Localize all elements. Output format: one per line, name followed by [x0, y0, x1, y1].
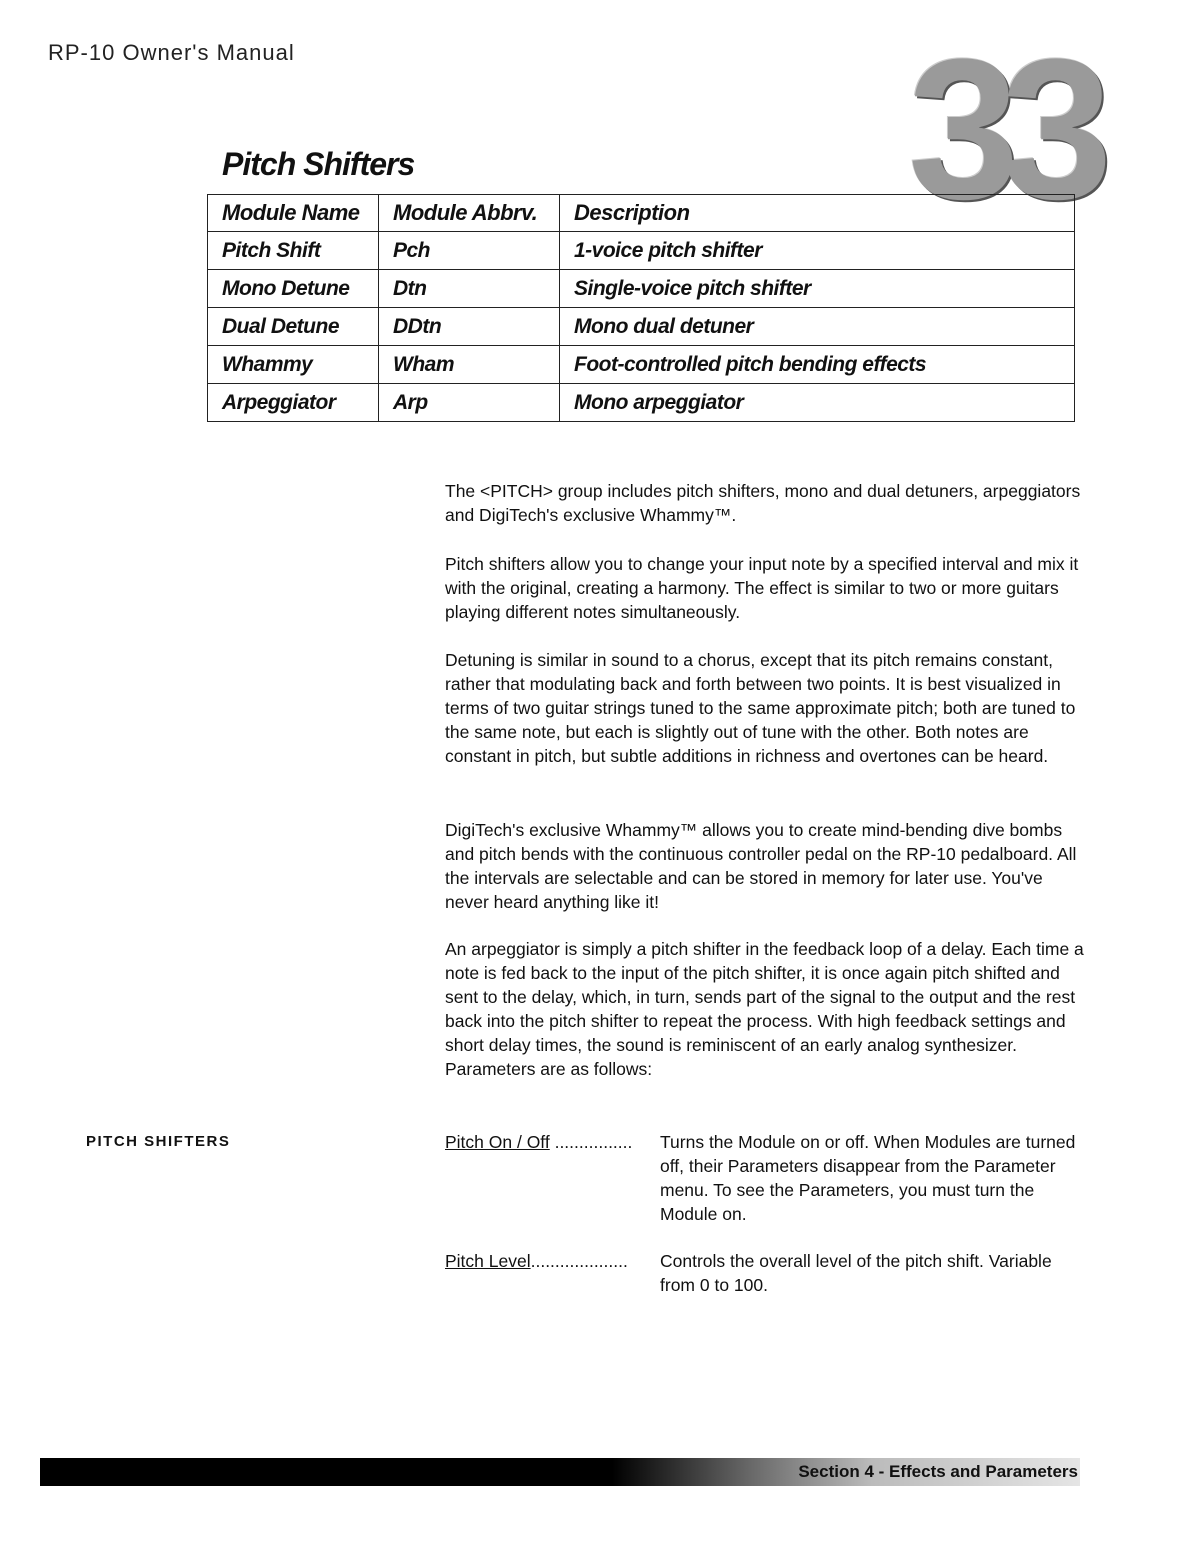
table-header-cell: Module Name: [208, 195, 379, 232]
table-row: [208, 346, 1075, 384]
table-row: [208, 384, 1075, 422]
table-cell: Dual Detune: [208, 308, 379, 346]
parameter-description: Controls the overall level of the pitch shift. Variable from 0 to 100.: [660, 1251, 1052, 1295]
table-header-cell: Description: [560, 195, 1075, 232]
table-cell: Dtn: [379, 270, 560, 308]
table-cell: Arp: [379, 384, 560, 422]
body-paragraph: Detuning is similar in sound to a chorus, except that its pitch remains constant, rather that modulating back and forth between two points. It is best visualized in terms of two guitar strings tuned to the same approximate pitch; both are tuned to the same note, but each is slightly out of tune with the other. Both notes are constant in pitch, but subtle additions in richness and overtones can be heard.: [445, 650, 1076, 766]
table-cell: Pitch Shift: [208, 232, 379, 270]
table-cell: Mono arpeggiator: [560, 384, 1075, 422]
parameter-lead: [445, 1130, 660, 1154]
table-row: [208, 232, 1075, 270]
parameter-name: Pitch On / Off: [445, 1132, 550, 1152]
body-paragraph: Pitch shifters allow you to change your input note by a specified interval and mix it with the original, creating a harmony. The effect is similar to two or more guitars playing different notes simultaneously.: [445, 554, 1079, 622]
table-cell: Whammy: [208, 346, 379, 384]
table-cell: Mono Detune: [208, 270, 379, 308]
parameter-lead: [445, 1249, 660, 1273]
table-header-cell: Module Abbrv.: [379, 195, 560, 232]
side-label: PITCH SHIFTERS: [86, 1133, 231, 1150]
parameter-description: Turns the Module on or off. When Modules are turned off, their Parameters disappear from the Parameter menu. To see the Parameters, you must turn the Module on.: [660, 1132, 1076, 1224]
table-cell: Foot-controlled pitch bending effects: [560, 346, 1075, 384]
footer-section-label: Section 4 - Effects and Parameters: [798, 1462, 1078, 1481]
table-cell: Arpeggiator: [208, 384, 379, 422]
module-table: [207, 194, 1075, 422]
leader-dots: ....................: [530, 1251, 628, 1271]
leader-dots: ................: [549, 1132, 633, 1152]
parameter-entry: [445, 1249, 1085, 1297]
table-cell: Wham: [379, 346, 560, 384]
table-cell: 1-voice pitch shifter: [560, 232, 1075, 270]
table-cell: Mono dual detuner: [560, 308, 1075, 346]
parameter-name: Pitch Level: [445, 1251, 531, 1271]
body-paragraph: DigiTech's exclusive Whammy™ allows you to create mind-bending dive bombs and pitch bends with the continuous controller pedal on the RP-10 pedalboard. All the intervals are selectable and can be stored in memory for later use. You've never heard anything like it!: [445, 820, 1077, 912]
parameter-entry: [445, 1130, 1085, 1226]
table-row: [208, 270, 1075, 308]
manual-header-title: RP-10 Owner's Manual: [48, 40, 295, 65]
table-cell: Single-voice pitch shifter: [560, 270, 1075, 308]
section-title: Pitch Shifters: [222, 146, 415, 182]
table-header-row: [208, 195, 1075, 232]
body-paragraph: The <PITCH> group includes pitch shifters, mono and dual detuners, arpeggiators and DigiTech's exclusive Whammy™.: [445, 481, 1081, 525]
page-number: 33: [908, 18, 1095, 241]
table-row: [208, 308, 1075, 346]
table-cell: DDtn: [379, 308, 560, 346]
table-cell: Pch: [379, 232, 560, 270]
body-paragraph: An arpeggiator is simply a pitch shifter in the feedback loop of a delay. Each time a note is fed back to the input of the pitch shifter, it is once again pitch shifted and sent to the delay, which, in turn, sends part of the signal to the output and the rest back into the pitch shifter to repeat the process. With high feedback settings and short delay times, the sound is reminiscent of an early analog synthesizer. Parameters are as follows:: [445, 939, 1084, 1079]
